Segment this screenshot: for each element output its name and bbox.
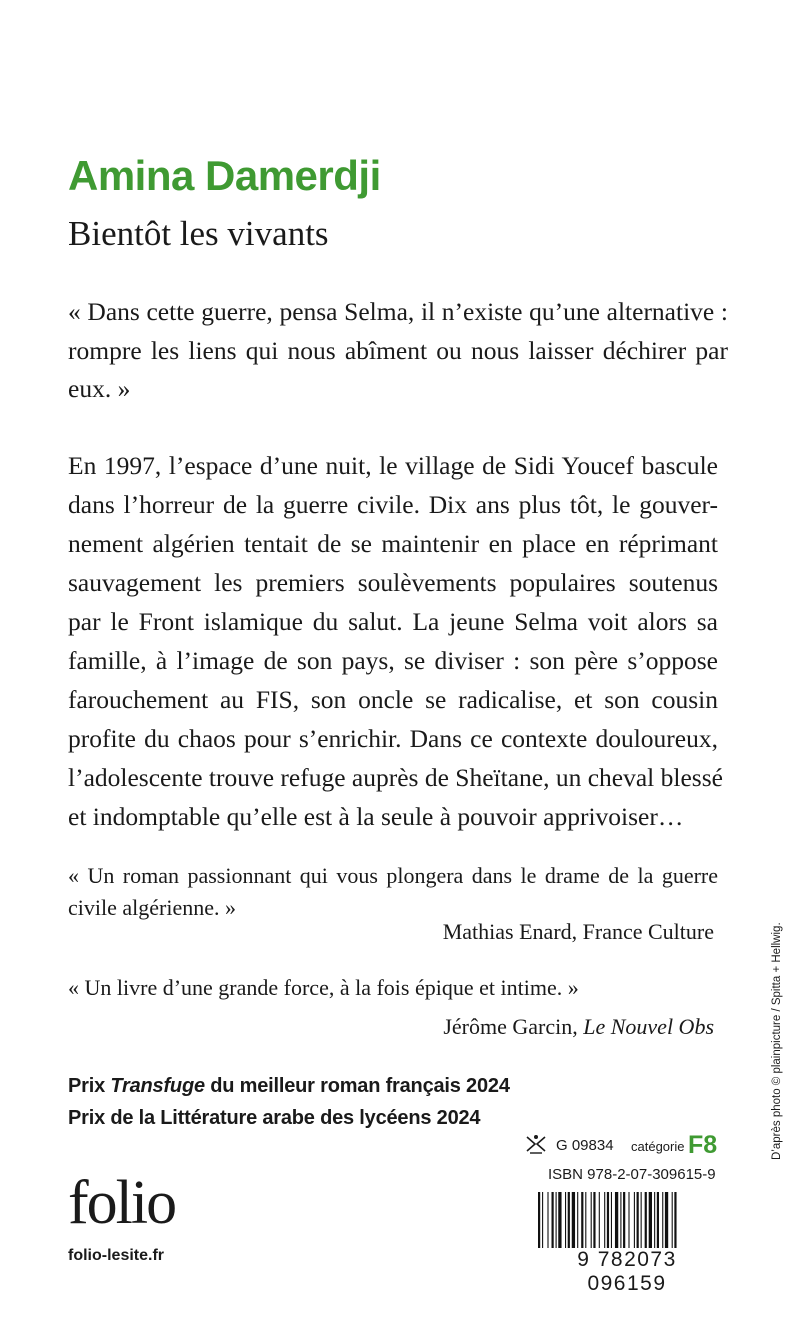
epigraph-quote: « Dans cette guerre, pensa Selma, il n’existe qu’une alternative : rompre les liens qui nous abîment ou nous laisser déchirer par eux. »	[68, 297, 728, 403]
barcode-bar	[645, 1192, 647, 1252]
review-critic-2: Jérôme Garcin	[443, 1014, 573, 1039]
review-critic-1: Mathias Enard	[442, 919, 572, 944]
review-attribution-2: Jérôme Garcin, Le Nouvel Obs	[443, 1014, 714, 1039]
barcode-bar	[634, 1192, 635, 1252]
photo-credit: D’après photo © plainpicture / Spitta + Hellwig.	[771, 922, 783, 1160]
category-label: catégorie	[631, 1139, 685, 1154]
barcode-bar	[672, 1192, 673, 1252]
review-source-1: France Culture	[582, 919, 714, 944]
prize-2: Prix de la Littérature arabe des lycéens 2024	[68, 1107, 481, 1129]
barcode-bar	[568, 1192, 570, 1252]
barcode-bar	[674, 1192, 676, 1252]
barcode-bar	[649, 1192, 652, 1252]
barcode-bar	[547, 1192, 548, 1252]
review-quote-2: « Un livre d’une grande force, à la fois épique et intime. »	[68, 975, 579, 1000]
summary-line: En 1997, l’espace d’une nuit, le village de Sidi Youcef bascule	[68, 451, 718, 480]
publisher-website: folio-lesite.fr	[68, 1247, 165, 1264]
barcode-bar	[585, 1192, 586, 1252]
isbn: ISBN 978-2-07-309615-9	[548, 1166, 716, 1183]
barcode-bar	[538, 1192, 540, 1252]
barcode-bar	[607, 1192, 609, 1252]
barcode-bar	[623, 1192, 625, 1252]
barcode-bar	[599, 1192, 600, 1252]
book-title: Bientôt les vivants	[68, 214, 329, 253]
barcode-bar	[577, 1192, 578, 1252]
barcode-bar	[581, 1192, 583, 1252]
prize-1	[68, 1073, 568, 1099]
barcode-bar	[641, 1192, 642, 1252]
summary-line: farouchement au FIS, son oncle se radicalise, et son cousin	[68, 685, 718, 714]
barcode-bar	[620, 1192, 621, 1252]
barcode-bar	[665, 1192, 668, 1252]
barcode-bar	[552, 1192, 554, 1252]
book-summary	[68, 446, 723, 836]
barcode-bar	[615, 1192, 618, 1252]
summary-line: dans l’horreur de la guerre civile. Dix ans plus tôt, le gouver-	[68, 490, 718, 519]
folio-logo: folio	[68, 1169, 176, 1237]
review-attribution-1: Mathias Enard, France Culture	[442, 919, 714, 944]
folio-mark-icon	[524, 1133, 548, 1155]
barcode-bar	[591, 1192, 592, 1252]
barcode-bar	[637, 1192, 639, 1252]
summary-line: sauvagement les premiers soulèvements populaires soutenus	[68, 568, 718, 597]
summary-line: nement algérien tentait de se maintenir en place en réprimant	[68, 529, 718, 558]
summary-line: l’adolescente trouve refuge auprès de Sheïtane, un cheval blessé	[68, 763, 723, 792]
barcode-bar	[572, 1192, 575, 1252]
prize-1-prefix: Prix	[68, 1075, 106, 1097]
review-quote-1: « Un roman passionnant qui vous plongera dans le drame de la guerre civile algérienne. »	[68, 863, 718, 920]
barcode-bar	[604, 1192, 605, 1252]
author-name: Amina Damerdji	[68, 152, 381, 199]
barcode-bar	[558, 1192, 561, 1252]
barcode-bar	[611, 1192, 612, 1252]
summary-line: profite du chaos pour s’enrichir. Dans ce contexte douloureux,	[68, 724, 718, 753]
barcode-bar	[565, 1192, 566, 1252]
barcode-bar	[628, 1192, 629, 1252]
review-source-2: Le Nouvel Obs	[583, 1014, 714, 1039]
prize-1-title: Transfuge	[110, 1075, 205, 1097]
barcode-bar	[654, 1192, 655, 1252]
summary-line: famille, à l’image de son pays, se diviser : son père s’oppose	[68, 646, 718, 675]
barcode-bar	[542, 1192, 543, 1252]
summary-line: par le Front islamique du salut. La jeune Selma voit alors sa	[68, 607, 718, 636]
barcode-number: 9 782073 096159	[538, 1248, 716, 1296]
barcode-bar	[657, 1192, 659, 1252]
barcode	[538, 1192, 716, 1252]
barcode-bar	[593, 1192, 595, 1252]
summary-line: et indomptable qu’elle est à la seule à pouvoir apprivoiser…	[68, 802, 684, 831]
g-code: G 09834	[556, 1137, 614, 1154]
catalog-codes	[524, 1131, 718, 1159]
barcode-bar	[556, 1192, 557, 1252]
category-badge: F8	[688, 1131, 718, 1159]
prize-1-suffix: du meilleur roman français 2024	[210, 1075, 510, 1097]
barcode-bar	[662, 1192, 663, 1252]
